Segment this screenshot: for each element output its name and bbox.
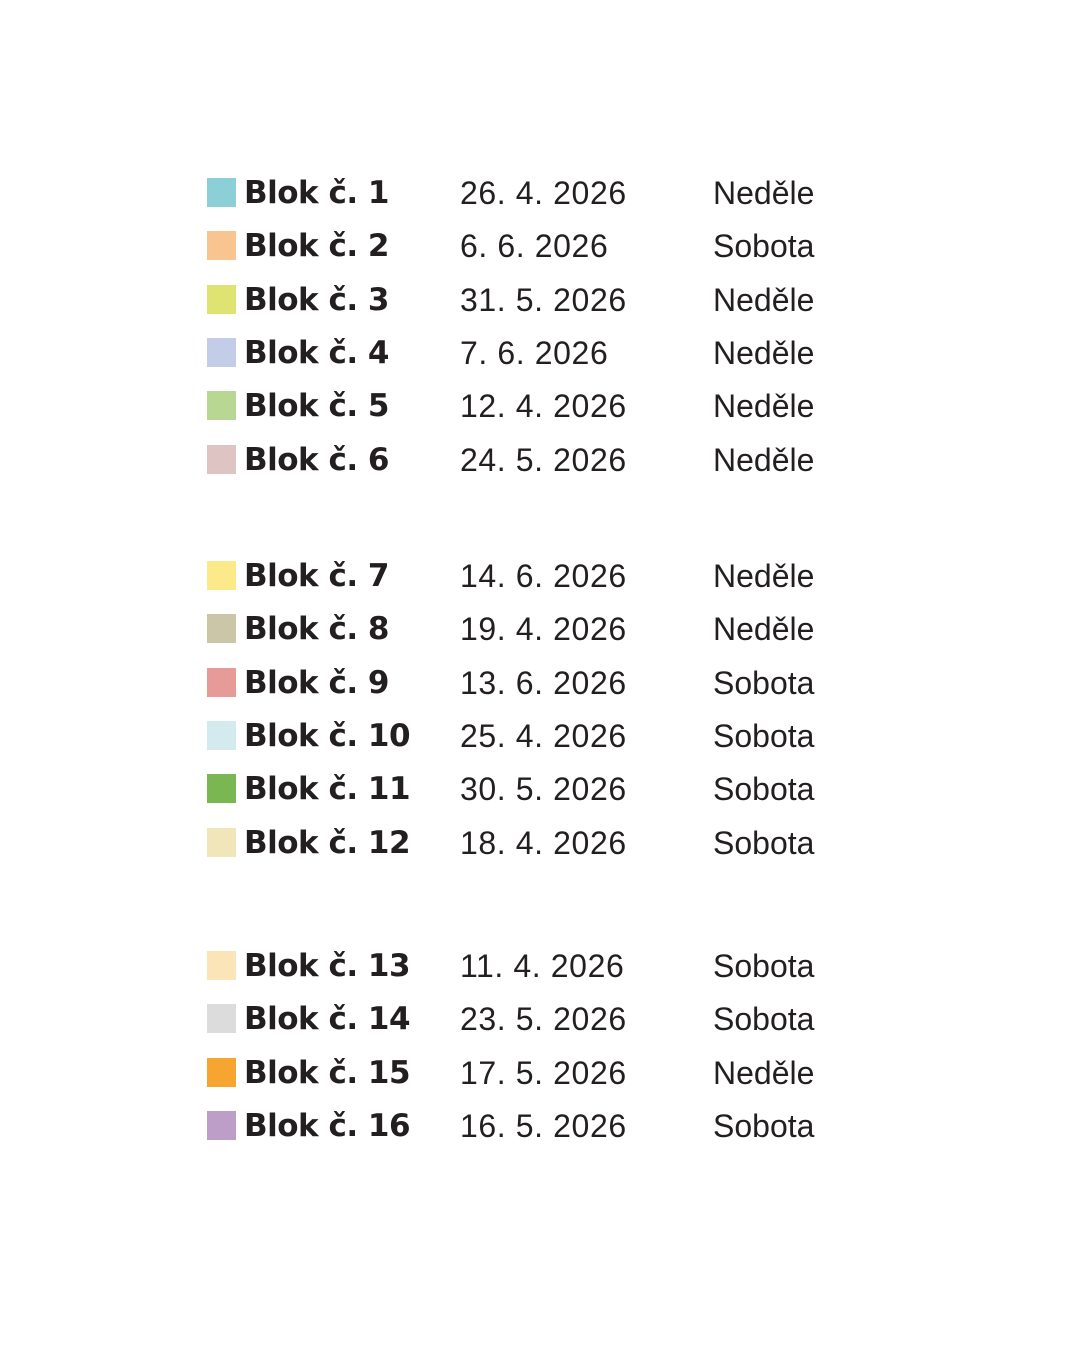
block-row [0, 819, 1080, 867]
color-swatch [207, 391, 236, 420]
block-date: 11. 4. 2026 [460, 948, 625, 984]
block-date: 18. 4. 2026 [460, 825, 627, 861]
block-row [0, 712, 1080, 760]
block-date: 17. 5. 2026 [460, 1055, 627, 1091]
block-label: Blok č. 7 [244, 558, 389, 594]
color-swatch [207, 561, 236, 590]
color-swatch [207, 231, 236, 260]
color-swatch [207, 1058, 236, 1087]
block-date: 24. 5. 2026 [460, 442, 627, 478]
block-label: Blok č. 9 [244, 665, 389, 701]
block-label: Blok č. 15 [244, 1055, 411, 1091]
block-label: Blok č. 1 [244, 175, 389, 211]
block-day: Neděle [713, 442, 815, 478]
color-swatch [207, 178, 236, 207]
block-label: Blok č. 8 [244, 611, 389, 647]
color-swatch [207, 668, 236, 697]
block-label: Blok č. 6 [244, 442, 389, 478]
block-label: Blok č. 12 [244, 825, 411, 861]
color-swatch [207, 828, 236, 857]
color-swatch [207, 721, 236, 750]
block-date: 30. 5. 2026 [460, 771, 627, 807]
block-day: Neděle [713, 175, 815, 211]
block-row [0, 605, 1080, 653]
color-swatch [207, 338, 236, 367]
block-date: 14. 6. 2026 [460, 558, 627, 594]
block-row [0, 1102, 1080, 1150]
block-date: 6. 6. 2026 [460, 228, 609, 264]
block-day: Neděle [713, 282, 815, 318]
block-date: 26. 4. 2026 [460, 175, 627, 211]
block-row [0, 329, 1080, 377]
block-row [0, 169, 1080, 217]
block-row [0, 995, 1080, 1043]
block-day: Sobota [713, 948, 815, 984]
block-date: 19. 4. 2026 [460, 611, 627, 647]
block-row [0, 222, 1080, 270]
block-label: Blok č. 16 [244, 1108, 411, 1144]
block-label: Blok č. 4 [244, 335, 389, 371]
block-day: Sobota [713, 718, 815, 754]
color-swatch [207, 614, 236, 643]
block-day: Neděle [713, 611, 815, 647]
color-swatch [207, 774, 236, 803]
block-day: Sobota [713, 825, 815, 861]
block-label: Blok č. 14 [244, 1001, 411, 1037]
block-row [0, 659, 1080, 707]
block-date: 12. 4. 2026 [460, 388, 627, 424]
block-day: Sobota [713, 1001, 815, 1037]
block-date: 13. 6. 2026 [460, 665, 627, 701]
block-row [0, 436, 1080, 484]
block-label: Blok č. 2 [244, 228, 389, 264]
block-date: 23. 5. 2026 [460, 1001, 627, 1037]
block-day: Sobota [713, 771, 815, 807]
block-label: Blok č. 5 [244, 388, 389, 424]
block-row [0, 765, 1080, 813]
block-row [0, 942, 1080, 990]
color-swatch [207, 951, 236, 980]
block-day: Sobota [713, 228, 815, 264]
block-date: 25. 4. 2026 [460, 718, 627, 754]
block-day: Sobota [713, 1108, 815, 1144]
block-row [0, 382, 1080, 430]
block-label: Blok č. 10 [244, 718, 411, 754]
block-day: Neděle [713, 558, 815, 594]
block-date: 7. 6. 2026 [460, 335, 609, 371]
block-label: Blok č. 13 [244, 948, 411, 984]
color-swatch [207, 285, 236, 314]
block-label: Blok č. 3 [244, 282, 389, 318]
block-row [0, 1049, 1080, 1097]
color-swatch [207, 445, 236, 474]
block-row [0, 552, 1080, 600]
color-swatch [207, 1111, 236, 1140]
block-label: Blok č. 11 [244, 771, 411, 807]
block-date: 16. 5. 2026 [460, 1108, 627, 1144]
block-day: Neděle [713, 335, 815, 371]
block-day: Neděle [713, 1055, 815, 1091]
block-row [0, 276, 1080, 324]
color-swatch [207, 1004, 236, 1033]
block-date: 31. 5. 2026 [460, 282, 627, 318]
block-day: Neděle [713, 388, 815, 424]
block-day: Sobota [713, 665, 815, 701]
